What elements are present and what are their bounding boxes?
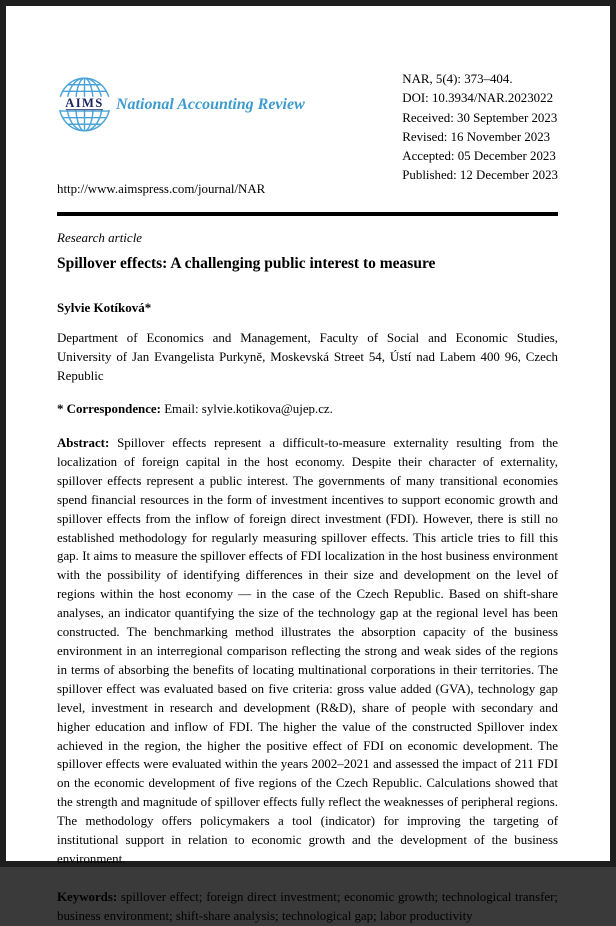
- article-meta-block: [402, 70, 558, 186]
- journal-header: [57, 70, 558, 183]
- email-address[interactable]: sylvie.kotikova@ujep.cz.: [201, 402, 333, 416]
- meta-published-date: Published: 12 December 2023: [402, 168, 558, 183]
- correspondence-label: * Correspondence:: [57, 402, 161, 416]
- correspondence-line: [57, 400, 558, 419]
- abstract-paragraph: [57, 434, 558, 869]
- keywords-label: Keywords:: [57, 889, 118, 904]
- meta-revised-date: Revised: 16 November 2023: [402, 129, 551, 144]
- journal-name: National Accounting Review: [116, 95, 305, 113]
- meta-received-date: Received: 30 September 2023: [402, 110, 558, 125]
- meta-accepted-date: Accepted: 05 December 2023: [402, 149, 556, 164]
- author-name: Sylvie Kotíková*: [57, 300, 152, 315]
- journal-brand: [57, 76, 305, 133]
- keywords-paragraph: [57, 888, 558, 926]
- meta-citation: NAR, 5(4): 373–404.: [402, 72, 513, 86]
- meta-doi: DOI: 10.3934/NAR.2023022: [402, 91, 554, 106]
- keywords-text: spillover effect; foreign direct investment; economic growth; technological transfer; business environment; shift-share analysis; technological gap; labor productivity: [57, 889, 558, 923]
- abstract-text: Spillover effects represent a difficult-to-measure externality resulting from the localization of foreign capital in the host economy. Despite their character of externality, spillover effects represent a public interest. The governments of many transitional economies spend financial resources in the form of investment incentives to support economic growth and spillover effects from the inflow of foreign direct investment (FDI). However, there is still no established methodology for regularly measuring spillover effects. This article tries to fill this gap. It aims to measure the spillover effects of FDI localization in the host business environment with the possibility of identifying differences in their size and development on the level of regions within the host economy — in the case of the Czech Republic. Based on shift-share analyses, an indicator quantifying the size of the technology gap at the regional level has been constructed. The benchmarking method illustrates the absorption capacity of the business environment in an interregional comparison reflecting the strong and weak sides of the regions in terms of absorbing the benefits of locating multinational corporations in their territories. The spillover effect was evaluated based on five criteria: gross value added (GVA), technology gap level, investment in research and development (R&D), share of people with secondary and higher education and inflow of FDI. The higher the value of the constructed Spillover index achieved in the region, the higher the positive effect of FDI on economic development. The spillover effects were evaluated within the years 2002–2021 and assessed the impact of 211 FDI on the economic development of five regions of the Czech Republic. Calculations showed that the strength and magnitude of spillover effects fully reflect the weaknesses of peripheral regions. The methodology offers policymakers a tool (indicator) for improving the targeting of institutional support in relation to economic growth and the development of the business environment.: [57, 436, 558, 866]
- header-rule: [57, 212, 558, 216]
- aims-logo-text: AIMS: [65, 96, 104, 111]
- email-prefix: Email:: [164, 402, 199, 416]
- aims-globe-logo-icon: [57, 76, 112, 133]
- abstract-label: Abstract:: [57, 436, 110, 450]
- article-title: Spillover effects: A challenging public interest to measure: [57, 255, 436, 272]
- author-affiliation: Department of Economics and Management, Faculty of Social and Economic Studies, University of Jan Evangelista Purkyně, Moskevská Street 54, Ústí nad Labem 400 96, Czech Republic: [57, 331, 558, 383]
- journal-url-link[interactable]: http://www.aimspress.com/journal/NAR: [57, 182, 266, 196]
- article-type-label: Research article: [57, 230, 143, 245]
- page-content: [6, 6, 610, 926]
